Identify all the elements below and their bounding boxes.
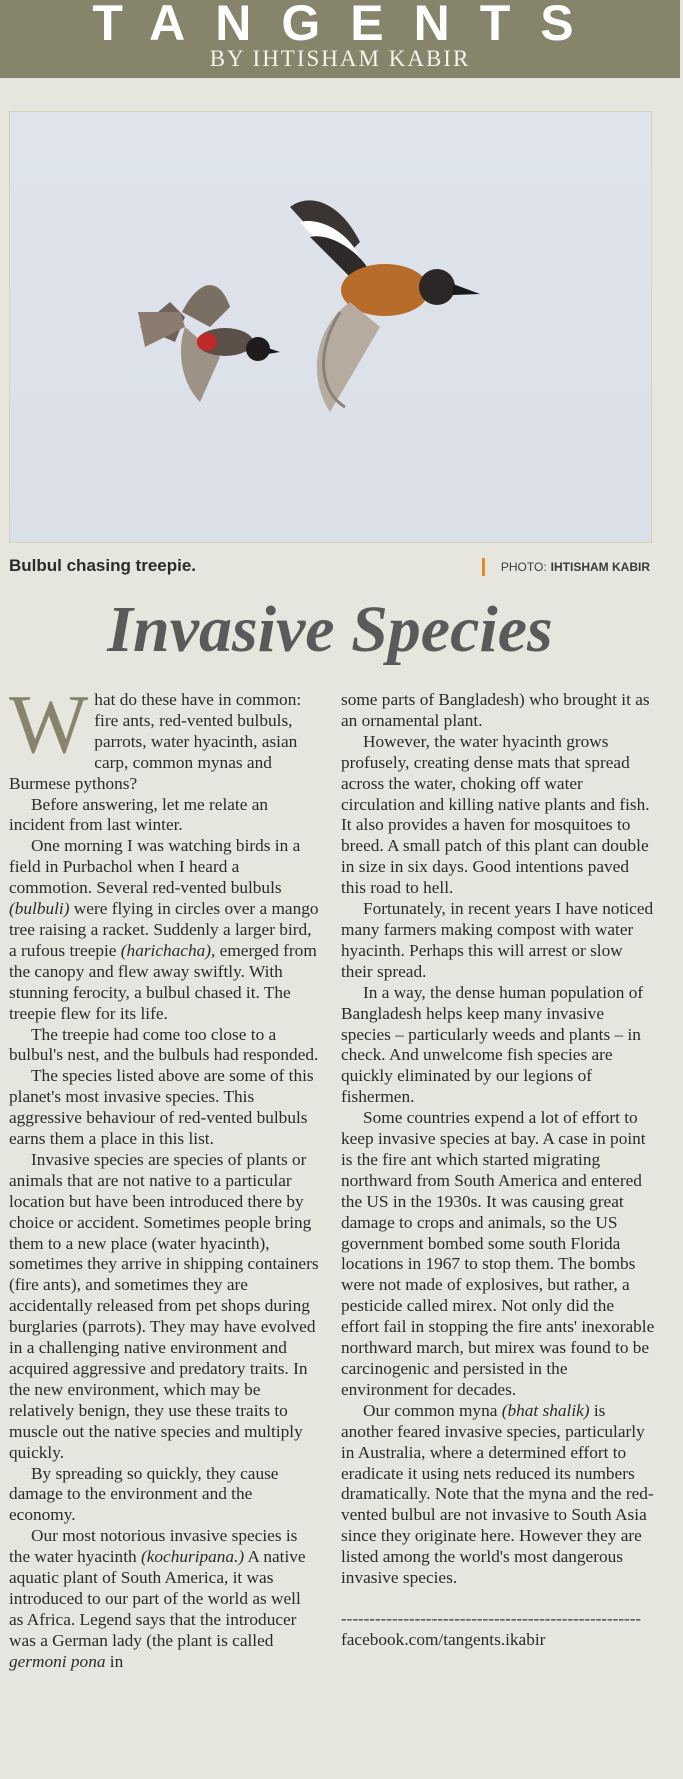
paragraph: Fortunately, in recent years I have noticed many farmers making compost with water hyacinth. Perhaps this will arrest or slow their spread. <box>341 899 654 981</box>
article-headline: Invasive Species <box>107 593 553 666</box>
masthead <box>0 0 680 78</box>
paragraph: some parts of Bangladesh) who brought it as an ornamental plant. <box>341 690 650 730</box>
paragraph <box>341 1401 656 1589</box>
italic-term: germoni pona <box>9 1651 106 1671</box>
column-title: TANGENTS <box>92 0 604 51</box>
byline: BY IHTISHAM KABIR <box>209 46 471 71</box>
paragraph: The treepie had come too close to a bulbul's nest, and the bulbuls had responded. <box>9 1024 319 1065</box>
paragraph-text: One morning I was watching birds in a field in Purbachol when I heard a commotion. Several red-vented bulbuls <box>9 836 301 898</box>
paragraph-text: is another feared invasive species, particularly in Australia, where a determined effort to eradicate it using nets reduced its numbers dramatically. Note that the myna and the red-vented bulbul are not invasive to South Asia since they originate here. However they are listed among the world's most dangerous invasive species. <box>341 1400 654 1588</box>
credit-label: PHOTO: <box>500 560 547 574</box>
paragraph <box>9 1526 319 1672</box>
drop-cap: W <box>9 678 89 771</box>
credit-accent-bar <box>482 558 485 576</box>
birds-illustration <box>10 112 651 542</box>
paragraph: Before answering, let me relate an incident from last winter. <box>9 794 269 835</box>
photo-caption: Bulbul chasing treepie. <box>9 556 197 575</box>
paragraph: In a way, the dense human population of Bangladesh helps keep many invasive species – particularly weeds and plants – in check. And unwelcome fish species are quickly eliminated by our legions of fishermen. <box>341 982 644 1107</box>
paragraph <box>9 678 319 795</box>
photo-credit <box>482 558 650 576</box>
paragraph-text: Our common myna <box>363 1400 502 1420</box>
paragraph: However, the water hyacinth grows profusely, creating dense mats that spread across the water, choking off water circulation and killing native plants and fish. It also provides a haven for mosquitoes to breed. A small patch of this plant can double in size in six days. Good intentions paved this road to hell. <box>341 731 650 898</box>
italic-term: (bhat shalik) <box>501 1400 590 1420</box>
paragraph-text: A native aquatic plant of South America, it was introduced to our part of the world as well as Africa. Legend says that the introducer was a German lady (the plant is called <box>9 1547 306 1650</box>
paragraph-text: hat do these have in common: fire ants, red-vented bulbuls, parrots, water hyacinth, asian carp, common mynas and Burmese pythons? <box>9 690 302 793</box>
paragraph: By spreading so quickly, they cause damage to the environment and the economy. <box>9 1463 279 1525</box>
italic-term: (bulbuli) <box>9 899 70 919</box>
article-column-right <box>341 690 656 1651</box>
credit-name: IHTISHAM KABIR <box>550 560 650 574</box>
italic-term: (kochuripana.) <box>140 1547 245 1567</box>
paragraph: Invasive species are species of plants or animals that are not native to a particular location but have been introduced there by choice or accident. Sometimes people bring them to a new place (water hyacinth), sometimes they arrive in shipping containers (fire ants), and sometimes they are accidentally released from pet shops during burglaries (parrots). They may have evolved in a challenging native environment and acquired aggressive and predatory traits. In the new environment, which may be relatively benign, they use these traits to muscle out the native species and multiply quickly. <box>9 1149 319 1462</box>
italic-term: (harichacha) <box>120 940 212 960</box>
paragraph-text: , emerged from the canopy and flew away swiftly. With stunning ferocity, a bulbul chased it. The treepie flew for its life. <box>9 940 317 1023</box>
paragraph: Some countries expend a lot of effort to keep invasive species at bay. A case in point is the fire ant which started migrating northward from South America and entered the US in the 1930s. It was causing great damage to crops and animals, so the US government bombed some south Florida locations in 1967 to stop them. The bombs were not made of explosives, but rather, a pesticide called mirex. Not only did the effort fail in stopping the fire ants' inexorable northward march, but mirex was found to be carcinogenic and persisted in the environment for decades. <box>341 1108 655 1399</box>
paragraph-text: were flying in circles over a mango tree raising a racket. Suddenly a larger bird, a rufous treepie <box>9 899 319 960</box>
divider-line: ----------------------------------------------------- <box>341 1608 642 1628</box>
paragraph <box>9 836 319 1024</box>
article-photo <box>9 111 652 543</box>
facebook-link[interactable]: facebook.com/tangents.ikabir <box>341 1629 546 1649</box>
paragraph: The species listed above are some of this planet's most invasive species. This aggressive behaviour of red-vented bulbuls earns them a place in this list. <box>9 1066 314 1149</box>
article-column-left <box>9 678 319 1673</box>
paragraph-text: Our most notorious invasive species is the water hyacinth <box>9 1526 298 1567</box>
paragraph-text: in <box>105 1651 124 1671</box>
